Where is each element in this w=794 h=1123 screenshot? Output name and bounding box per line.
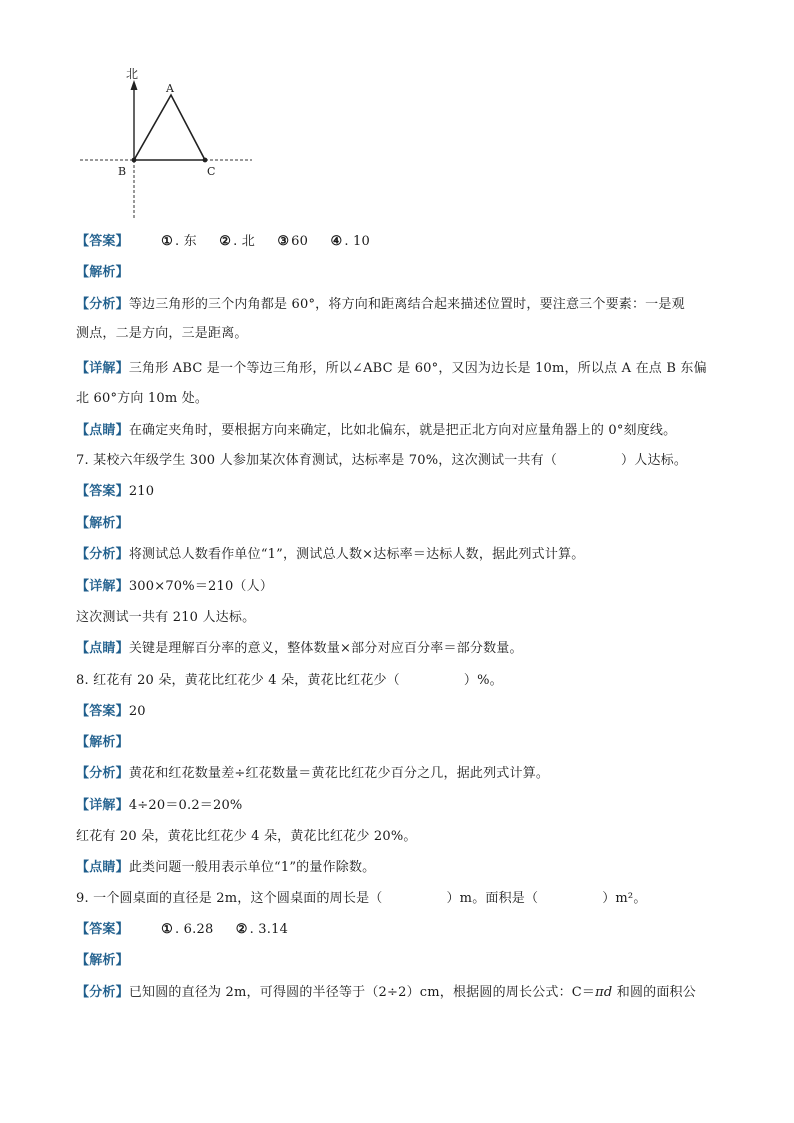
q9-question: 9. 一个圆桌面的直径是 2m，这个圆桌面的周长是（ ）m。面积是（ ）m²。 — [76, 891, 647, 906]
q9-fenxi-line: 【分析】已知圆的直径为 2m，可得圆的半径等于（2÷2）cm，根据圆的周长公式：C＝πd 和圆的面积公 — [76, 985, 696, 1000]
north-label: 北 — [126, 67, 139, 81]
point-c-label: C — [207, 165, 216, 178]
q7-question: 7. 某校六年级学生 300 人参加某次体育测试，达标率是 70%，这次测试一共有（ ）人达标。 — [76, 453, 688, 468]
q6-fenxi-line1: 【分析】等边三角形的三个内角都是 60°，将方向和距离结合起来描述位置时，要注意三个要素：一是观 — [76, 297, 685, 312]
q6-xiangjie-line1: 【详解】三角形 ABC 是一个等边三角形，所以∠ABC 是 60°，又因为边长是 10m，所以点 A 在点 B 东偏 — [76, 361, 707, 376]
triangle-figure — [76, 66, 262, 222]
q9-analysis-tag: 【解析】 — [76, 953, 129, 968]
point-c-dot — [203, 158, 208, 163]
q9-answer-1: ① . 6.28 — [161, 922, 214, 937]
q7-conclusion: 这次测试一共有 210 人达标。 — [76, 610, 256, 625]
q7-dianjing-line: 【点睛】关键是理解百分率的意义，整体数量×部分对应百分率＝部分数量。 — [76, 641, 523, 656]
q8-conclusion: 红花有 20 朵，黄花比红花少 4 朵，黄花比红花少 20%。 — [76, 829, 417, 844]
q6-dianjing-line: 【点睛】在确定夹角时，要根据方向来确定，比如北偏东，就是把正北方向对应量角器上的 0°刻度线。 — [76, 423, 677, 438]
q9-answer-2: ② . 3.14 — [235, 922, 289, 937]
q8-analysis-tag: 【解析】 — [76, 735, 129, 750]
q8-question: 8. 红花有 20 朵，黄花比红花少 4 朵，黄花比红花少（ ）%。 — [76, 673, 503, 688]
q8-xiangjie-line: 【详解】4÷20＝0.2＝20% — [76, 798, 243, 813]
north-arrowhead — [131, 80, 138, 90]
q6-answer-2: ② . 北 — [219, 234, 255, 249]
q6-answer-1: ① . 东 — [161, 234, 197, 249]
q6-answer-4: ④ . 10 — [330, 234, 370, 249]
point-b-dot — [132, 158, 137, 163]
point-a-label: A — [166, 82, 174, 95]
q8-answer-line: 【答案】20 — [76, 704, 146, 719]
point-b-label: B — [118, 165, 127, 178]
q6-xiangjie-line2: 北 60°方向 10m 处。 — [76, 391, 209, 406]
answer-tag: 【答案】 — [76, 234, 129, 249]
q6-answer-line — [76, 231, 388, 253]
q8-fenxi-line: 【分析】黄花和红花数量差÷红花数量＝黄花比红花少百分之几，据此列式计算。 — [76, 766, 550, 781]
triangle-abc — [134, 95, 205, 160]
triangle-diagram — [76, 66, 262, 222]
q8-answer: 20 — [128, 704, 146, 719]
q9-answer-line: 【答案】 ① . 6.28 ② . 3.14 — [76, 919, 306, 941]
q6-fenxi-line2: 测点，二是方向，三是距离。 — [76, 326, 248, 341]
q6-analysis-tag: 【解析】 — [76, 265, 129, 280]
q8-dianjing-line: 【点睛】此类问题一般用表示单位“1”的量作除数。 — [76, 860, 376, 875]
circumference-formula: πd — [595, 985, 613, 1000]
q7-xiangjie-line: 【详解】300×70%＝210（人） — [76, 579, 274, 594]
q7-fenxi-line: 【分析】将测试总人数看作单位“1”，测试总人数×达标率＝达标人数，据此列式计算。 — [76, 547, 585, 562]
q7-answer-line: 【答案】210 — [76, 484, 155, 499]
q7-answer: 210 — [128, 484, 155, 499]
q7-analysis-tag: 【解析】 — [76, 516, 129, 531]
q6-answer-3: ③ 60 — [277, 234, 309, 249]
